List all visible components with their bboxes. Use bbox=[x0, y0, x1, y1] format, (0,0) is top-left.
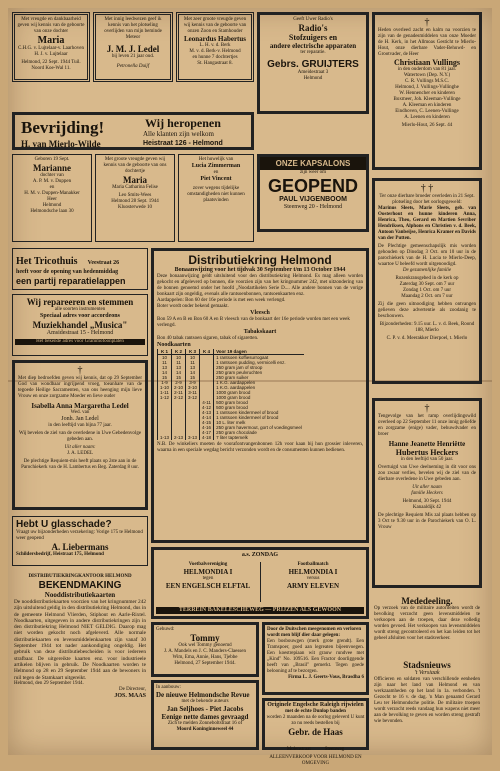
notice-line: A. Kleeman en kinderen bbox=[402, 103, 452, 108]
divider bbox=[260, 562, 261, 602]
notice-name: Lucia Zimmerman bbox=[191, 163, 241, 169]
table-cell: 14 bbox=[158, 370, 172, 375]
ad-head: In aanbouw: bbox=[156, 685, 181, 690]
notice-top: DISTRIBUTIEKRINGKANTOOR HELMOND bbox=[28, 574, 132, 579]
notice-head: Gehuwd: bbox=[156, 627, 175, 632]
table-cell: 1000 gram brood bbox=[214, 395, 304, 400]
notice-name: Hanne Jeanette Henriëtte bbox=[388, 440, 466, 448]
table-cell: 10 L. liter melk bbox=[214, 420, 304, 425]
notice-wish: Wij bevelen de ziel van de overledene in Uwe Gebedenvolge gebeden aan. bbox=[18, 431, 142, 442]
death-notice-isabella bbox=[12, 360, 148, 510]
death-notice-sleets bbox=[372, 178, 482, 384]
notice-line: Helmond, J. Vullings-Vullinghe bbox=[395, 85, 459, 90]
ad-sign: Firma L. J. Geerts-Vous, Brasdha 6 bbox=[288, 675, 364, 680]
notice-address: Kluosterwede 10 bbox=[117, 205, 153, 210]
table-cell: 4-11 bbox=[200, 400, 214, 405]
table-cell: 500 gram brood bbox=[214, 405, 304, 410]
notice-text: De nooddistributiekaarten voorzien van het kringnummer 242 zijn uitsluitend geldig in den distributiekring Helmond, dus in de gemeente Helmond Vlierden, Stiphout en Aarle-Rixtel. Noodkaarten, uitgegeven in andere distributiekringen zijn in den distributiekring Helmond NIET GELDIG. Daarop mag niet worden gekocht noch afgeleverd. Alle normale distributiekaarten en levensmiddelenkaarten zijn vanaf 30 September 1944 tot nader aankondiging ongeldig. Het gebruik van deze distributiebescheiden is voor iedereen strafbaar. De uitgereikte kaarten enz. voor industrieele artikelen blijven in gebruik. De Noodkaarten worden te Helmond op 28 en 29 September 1944 aan de bewoners in ruil tegen de Stamkaart uitgereikt. bbox=[14, 599, 146, 681]
notice-line: Zondag 1 Oct. om 7 uur bbox=[402, 288, 452, 293]
ad-name: Muziekhandel „Musica" bbox=[32, 320, 128, 330]
ad-line: heeft voor de opening van hedenmiddag bbox=[16, 269, 119, 275]
notice-name: Christiaan Vullings bbox=[393, 58, 461, 67]
table-cell: 14 bbox=[172, 370, 186, 375]
ad-text: worden 2 maanden na de oorlog geleverd U kunt zo nu reeds bestellen bij bbox=[266, 715, 365, 726]
table-cell: 3-10 bbox=[186, 385, 200, 390]
notice-note: zover wegens tijdelijke omstandigheden niet kunnen plaatsvinden bbox=[187, 186, 245, 203]
table-cell: 1-12 bbox=[158, 395, 172, 400]
table-cell: 1000 gram brood bbox=[214, 390, 304, 395]
ad-zondag-football bbox=[151, 547, 369, 619]
ad-main: GEOPEND bbox=[267, 176, 359, 196]
notice-address: Helmond bbox=[42, 203, 62, 208]
notice-signer: J. A. LEDEL bbox=[66, 451, 94, 456]
bekendmaking-notice bbox=[12, 572, 148, 750]
notice-line: Boxmeer, Joh. Kleeman-Vullinge bbox=[393, 97, 461, 102]
wedding-notice-lucia bbox=[178, 154, 254, 242]
notice-parent: C.H.G. v. Lujtelaar-v. Laarhoven bbox=[18, 46, 84, 51]
notice-title: BEKENDMAKING bbox=[38, 580, 122, 591]
table-cell: 2-10 bbox=[172, 385, 186, 390]
table-header: K 1 bbox=[158, 349, 172, 355]
ad-revue bbox=[151, 680, 259, 750]
table-cell: 15 bbox=[172, 375, 186, 380]
match-line: EEN ENGELSCH ELFTAL bbox=[165, 582, 251, 590]
distributie-notice bbox=[151, 248, 369, 543]
notice-name: Leonardus Habertus bbox=[183, 35, 247, 43]
ad-line: Eenige nette dames gevraagd bbox=[161, 713, 249, 721]
ad-address: Heistraat 126 - Helmond bbox=[143, 140, 223, 147]
ad-address: Veestraat 26 bbox=[87, 260, 120, 266]
notice-date: Helmond, 30 Sept. 1944 bbox=[402, 499, 452, 504]
table-cell: 1-13 bbox=[158, 435, 172, 440]
ad-name: PAUL VIJGENBOOM bbox=[279, 196, 347, 203]
notice-line: C. R. Vullings M.S.C. bbox=[404, 79, 450, 84]
ad-name: Gebr. de Haas bbox=[288, 727, 343, 737]
table-cell: 4-16 bbox=[200, 425, 214, 430]
ad-line: andere electrische apparaten bbox=[269, 42, 357, 50]
notice-name: Tommy bbox=[190, 633, 220, 643]
column-subtitle: 't Versiaak bbox=[414, 670, 440, 676]
notice-sign: Petronella Duijf bbox=[116, 64, 150, 69]
notice-subtitle: Bonaanwijzing voor het tijdvak 30 September t/m 13 October 1944 bbox=[174, 267, 346, 273]
ad-line: Wij repareeren en stemmen bbox=[26, 297, 134, 307]
notice-age: in den ouderdom van 81 jaar. bbox=[397, 67, 457, 72]
notice-address: Kanaaldijk 42 bbox=[412, 505, 442, 510]
notice-boter: Boter wordt onder bekend gemaakt. bbox=[157, 304, 229, 309]
notice-section-title: Vleesch bbox=[250, 310, 270, 316]
match-line: versus bbox=[306, 576, 320, 581]
notice-text: Het huwelijk van bbox=[198, 157, 234, 162]
ad-name: H. van Mierlo-Wilde bbox=[21, 139, 101, 149]
notice-text: Tengevolge van het ramp overlijdingswild overleed op 22 September 11 onze innig geliefde en zorgzame (enige) vader, behuwdvader en broer bbox=[378, 414, 476, 437]
match-line: Voetbalvereniging bbox=[188, 562, 228, 567]
ad-city: Steenweg bbox=[324, 747, 345, 752]
ad-line: Jan Seljhoes - Piet Jacobs bbox=[166, 705, 244, 713]
notice-parent: en bbox=[49, 185, 55, 190]
table-cell: 10 bbox=[186, 355, 200, 361]
match-column-nl bbox=[158, 562, 258, 590]
notice-text: Ter onze dierbare broeder overleden in 21 Sept. plotseling door het oorlogsgeweld: bbox=[379, 194, 475, 205]
birth-notice-maria-felise bbox=[95, 154, 175, 242]
notice-line: A. Leenen en kinderen bbox=[404, 115, 450, 120]
table-header: K 2 bbox=[172, 349, 186, 355]
table-cell: 13 bbox=[186, 365, 200, 370]
ad-title: Het Tricothuis bbox=[16, 256, 78, 267]
ad-line: een partij reparatielappen bbox=[16, 276, 126, 286]
ad-line: Wij heropenen bbox=[145, 116, 221, 130]
ad-line: Alle klanten zijn welkom bbox=[143, 130, 214, 138]
notice-text: dochter van bbox=[40, 173, 64, 178]
ad-name: Gebrs. GRUIJTERS bbox=[267, 59, 359, 70]
notice-line: De gezamenlijke familie bbox=[402, 268, 452, 273]
ad-title: Originele Engelsche Raleigh rijwielen bbox=[267, 702, 364, 708]
notice-name: Hubertus Heckers bbox=[395, 448, 459, 457]
table-cell: 1 rantsoen koffiesurrogaat bbox=[214, 355, 304, 361]
newspaper-page bbox=[8, 8, 492, 766]
ad-sub: met de echte Dunlop banden bbox=[285, 709, 346, 714]
table-cell: 250 gram suiker bbox=[214, 375, 304, 380]
notice-name: J. M. J. Ledel bbox=[106, 44, 160, 54]
match-line: Footballmatch bbox=[297, 562, 329, 567]
ad-title: Bevrijding! bbox=[21, 118, 105, 137]
notice-name: Isabella Anna Margaretha Ledel bbox=[31, 402, 129, 410]
notice-parent: A. P. M. v. Duppen bbox=[32, 179, 72, 184]
match-line: tegen bbox=[202, 576, 214, 581]
table-cell: 250 gram chocolade bbox=[214, 430, 304, 435]
notice-text: Met diep bedroefden geven wij kennis, dat op 29 September God van wondbaar ingrijpend vroeg, toeanhare van de tegoede Heilige Sacramenten, van ons heenging mijn lieve Vrouw en onze zorgzame Moeder en lieve ouder bbox=[18, 376, 142, 399]
notice-sign: Uit aller naam: bbox=[64, 445, 96, 450]
ad-kapsalons bbox=[257, 154, 369, 232]
notice-text: Heden overleed zacht en kalm na voorzien te zijn van de genadesmiddelen van onze Moeder de H. Kerk, in het Allmoas Gesticht te Mierlo-Hout, onze dierbare Vader-Behuwd- en Grootvader, de Heer bbox=[378, 28, 476, 57]
ad-line: Zich te melden Zonneboltstraat 16 of bbox=[167, 721, 243, 726]
notice-signer: JOS. MAAS bbox=[114, 692, 146, 699]
notice-address: Heer bbox=[47, 197, 57, 202]
notice-place: Wim, Ema, Annie, Hans, Tjebbe bbox=[172, 655, 238, 660]
ad-top: Geeft Uwer Radio's bbox=[293, 17, 333, 22]
table-cell: 15 bbox=[158, 375, 172, 380]
notice-text: Met groote vreugde geven wij kennis van de geboorte van ons dochtertje bbox=[103, 157, 167, 174]
table-cell: 2-9 bbox=[172, 380, 186, 385]
notice-tommy bbox=[151, 622, 259, 677]
ad-subtitle: zijn weer om bbox=[299, 170, 327, 175]
table-cell: 1 rantsoen kindermeel of brood bbox=[214, 410, 304, 415]
notice-sub: Ook wel Tommy genoemd bbox=[178, 643, 232, 648]
ad-address: Ameidestraat 3 bbox=[297, 70, 329, 75]
ad-footer: TERREIN BAKELESCHEWEG — PRIJZEN ALS GEWOON bbox=[156, 607, 364, 614]
table-cell: 4-18 bbox=[200, 435, 214, 440]
birth-notice-habets bbox=[176, 12, 254, 82]
notice-footer: Mierlo-Hout, 26 Sept. 44 bbox=[401, 123, 453, 128]
ad-bevrijding bbox=[12, 112, 254, 150]
ad-line: Radio's bbox=[298, 23, 328, 33]
table-cell: 3-9 bbox=[186, 380, 200, 385]
notice-vleesch: Bon 59 A en B en Bon 60 A en B vleesch van de bonkaart der 16e periode worden met een week verlengd. bbox=[157, 317, 350, 328]
notice-name: Marianne bbox=[33, 163, 71, 173]
table-cell: 1 K.G. aardappelen bbox=[214, 380, 304, 385]
notice-intro: Deze bonaanwijzing geldt uitsluitend voor den distributiekring Helmond. Es mag alleen worden gekocht en afgeleverd op bonnen, die voorzien zijn van het kringnummer 242, met uitzondering van de bonnen genoemd onder het hoofd „Noodartikelen Serie D.... Alle andere bonnen van de vorige bonkaart zijn ongeldig, evenals alle rantsoenbonnen, rantsoenkaarten enz. bbox=[157, 274, 363, 297]
notice-conjunction: en bbox=[213, 170, 219, 175]
ad-text: Vraagt uw bijzonderheden verzekering: Vorige 175 te Helmond weer geopend bbox=[16, 530, 143, 541]
table-cell: 3-11 bbox=[186, 390, 200, 395]
notice-name: Maria bbox=[37, 35, 65, 46]
ad-line: alle soorten instrumenten bbox=[54, 307, 106, 312]
table-cell: 4-13 bbox=[200, 410, 214, 415]
table-cell: 250 gram peulvruchten bbox=[214, 370, 304, 375]
table-cell: 1 K.G. aardappelen bbox=[214, 385, 304, 390]
notice-parent: H. M. v. Duppen-Manakker bbox=[24, 191, 80, 196]
notice-text: Op verzoek van de militaire autoriteiten wordt de bevolking verzocht geen levensmiddelen te verkoopen aan de troepen, daar deze volledig worden gevoed. Het verkoopen van levensmiddelen wordt streng gecontroleerd en het kan leiden tot het geheel afsluiten voor het stadsverkeer. bbox=[374, 606, 480, 641]
ad-city: Helmond bbox=[303, 76, 323, 81]
notice-mededeeling bbox=[372, 594, 482, 654]
ad-title: Hebt U glasschade? bbox=[16, 519, 112, 530]
notice-parent: Leo Smits-Wees bbox=[118, 193, 152, 198]
ad-line: Moord Koninginneweel 44 bbox=[176, 727, 234, 732]
table-header: K 3 bbox=[186, 349, 200, 355]
notice-tabak: Bon 40 tabak rantsoen sigaren, tabak of sigaretten. bbox=[157, 336, 259, 341]
notice-sign: De Directeur, bbox=[118, 686, 146, 692]
notice-line: Rozenkransgebed in de kerk op bbox=[395, 276, 459, 281]
notice-address: St. Hangastraat 8. bbox=[197, 61, 233, 66]
notice-parent: L. H. v. d. Berk bbox=[199, 43, 231, 48]
table-cell: 1-9 bbox=[158, 380, 172, 385]
ad-line: De nieuwe Helmondsche Revue bbox=[156, 691, 250, 699]
table-header: K 4 bbox=[200, 349, 214, 355]
column-title: Stadsnieuws bbox=[403, 660, 451, 670]
table-cell: 13 bbox=[172, 365, 186, 370]
table-cell: 1-10 bbox=[158, 385, 172, 390]
ad-line: Stofzuigers en bbox=[288, 33, 338, 42]
notice-text: Met vreugde en dankbaarheid geven wij kennis van de geboorte van onze dochter bbox=[17, 17, 85, 34]
ad-title: a.s. ZONDAG bbox=[241, 552, 279, 558]
notice-sign: familie Heckers bbox=[411, 491, 443, 496]
birth-notice-teldeman bbox=[12, 12, 90, 82]
cross-icon: † bbox=[424, 17, 430, 28]
death-notice-hubertus bbox=[372, 398, 482, 588]
notice-line: Bijzonderheden: 9.15 uur. L. v. d. Beek, Roond 188, Mierlo bbox=[379, 322, 475, 333]
table-cell: 4-12 bbox=[200, 405, 214, 410]
notice-title: Distributiekring Helmond bbox=[188, 253, 332, 267]
table-cell: 1 rantsoen kindermeel of brood bbox=[214, 415, 304, 420]
notice-parent: M. v. d. Berk-v. Helmond bbox=[189, 49, 241, 54]
notice-sign: Uit aller naam bbox=[412, 485, 442, 490]
notice-detail: Wed. van bbox=[70, 410, 90, 415]
ad-line: ter reparatie. bbox=[300, 50, 326, 55]
table-cell: 7 liter taptemelk bbox=[214, 435, 304, 440]
column-text: Officieren en soldaten van verschillende eenheden zijn naar het land van Helmond en van werkzaamheden op het land in 1a. verbonden. 't Gezocht te 16 v. de dag. 'n Man genaamd Gerard Leu ter Helmondsche politie. De militaire troepen wordt verzocht reeds vandaag hun wapens niet meer aan de bevolking te geven en worden streng gestraft wie bevonden. bbox=[374, 677, 480, 724]
cross-icon: † bbox=[77, 365, 83, 376]
ad-name: A. Liebermans bbox=[51, 542, 109, 552]
notice-line: De Plechtige gemeenschapslijk mis worden gehouden op Dinsdag 3 Oct. om 10 uur in de parochiekerk van de H. Lucia te Mierlo-Deep, waartoe U beleefd wordt uitgenoodigd. bbox=[378, 244, 476, 267]
table-cell: 3-12 bbox=[186, 395, 200, 400]
ad-muziek bbox=[12, 294, 148, 356]
notice-text: Overtuigd van Uwe deelneming in dit voor ons zoo zwaar verlies, bevelen wij de ziel van de dierbare overledene in Uwe gebeden aan. bbox=[378, 465, 476, 482]
ad-address: Molenstraat bbox=[286, 747, 311, 752]
death-notice-ledel bbox=[93, 12, 173, 82]
notice-born: Geboren 19 Sept. bbox=[34, 157, 70, 162]
ad-tricothuis bbox=[12, 248, 148, 290]
notice-names: Marinus Sleets, Marie Sleets, geb. van Oosterhout en hunne kinderen Anna, Henrica, Theo, Gerard en Martien Sevriber Hendriksen, Alphons en Christien v. d. Beek, Antoon Vanbeijse, Henrica Kramer en Davids van der Putten. bbox=[378, 206, 476, 241]
notice-aardappelen: Aardappelen: Bon 60 der 16e periode is met een week verlengd. bbox=[157, 298, 286, 303]
column-stadsnieuws bbox=[372, 658, 482, 750]
ad-title: ONZE KAPSALONS bbox=[260, 157, 366, 170]
ad-note: Het bekende adres voor Grammofoonplaten bbox=[15, 339, 145, 345]
table-header: Voor 19 dagen bbox=[214, 349, 304, 355]
notice-footer: Helmond, 22 Sept. 1944 Tuil. Noord Koe-Wal 11. bbox=[21, 60, 81, 71]
notice-date: Helmond, 27 September 1944. bbox=[174, 661, 236, 666]
notice-line: Zaterdag 30 Sept. om 7 uur bbox=[399, 282, 455, 287]
notice-section-title: Tabakskaart bbox=[243, 329, 277, 335]
notice-footer: Helmond, den 29 September 1944. bbox=[14, 680, 84, 686]
cross-icon: † † bbox=[420, 183, 434, 194]
notice-line: Eindhoven, C. Leenen-Vullinge bbox=[395, 109, 459, 114]
notice-detail: Jonh. Jan Ledel bbox=[61, 416, 99, 422]
ad-duitsche-verloren bbox=[262, 622, 369, 695]
notice-subtitle: Nooddistributiekaarten bbox=[44, 591, 116, 599]
notice-date: Helmond 28 Sept. 1944 bbox=[111, 199, 159, 204]
notice-name: Piet Vincent bbox=[200, 176, 232, 182]
notice-fullname: Maria Catharina Felise bbox=[112, 185, 158, 190]
ad-radio-gruijters bbox=[257, 12, 369, 114]
noodkaarten-table bbox=[157, 349, 304, 440]
notice-pair: J. A. Mandels en J. C. Manders-Claessen bbox=[164, 649, 246, 654]
notice-text: Met zeer groote vreugde geven wij kennis van de geboorte van onzen Zoon en Stamhouder bbox=[183, 17, 247, 34]
notice-age: in den leeftijd van 50 jaar. bbox=[400, 457, 454, 462]
notice-line: Maandag 2 Oct. om 7 uur bbox=[401, 294, 453, 299]
ad-footer: ALLEENVERKOOP VOOR HELMOND EN OMGEVING bbox=[269, 755, 362, 766]
table-cell: 10 bbox=[158, 355, 172, 361]
ad-text: Een bosbouwgen (merk grote grendt). Een Tramspoer, goed aan legreaten bijeenvoegen. Een koestrepiaan wit grauw rundvee met „Kind" No. 109516. Een Fractor doorliggende heeft van „Brasil" gemerkt. Tegen goede belooning af te bezorgen. bbox=[267, 639, 364, 674]
table-cell: 13 bbox=[158, 365, 172, 370]
notice-text: Met innig leedwezen geef ik kennis van het plotseling overlijden van mijn beminde Meteor bbox=[104, 17, 162, 40]
notice-section-title: Noodkaarten bbox=[157, 342, 191, 348]
table-cell: 4-17 bbox=[200, 430, 214, 435]
ad-address: Steenweg 20 - Helmond bbox=[283, 204, 343, 210]
notice-name: Maria bbox=[123, 175, 147, 185]
notice-line: Zij die geen uitnoodiging hebben ontvangen gelieven deze advertentie als zoodanig te beschouwen. bbox=[378, 302, 476, 319]
notice-footer: C. P. v. d. Meerakker Dierpoel, t. Mierlo bbox=[386, 336, 468, 341]
notice-detail: bij leven 21 jaar oud. bbox=[111, 54, 155, 59]
match-column-en bbox=[262, 562, 364, 590]
notice-line: Watertown (Dep. N.Y.) bbox=[403, 73, 451, 78]
table-cell: 11 bbox=[186, 360, 200, 365]
table-cell: 1-11 bbox=[158, 390, 172, 395]
table-cell: 4-15 bbox=[200, 420, 214, 425]
notice-parent: en hunne 7 dochtertjes bbox=[192, 55, 238, 60]
ad-title: Door de Duitschen meegenomen en verloren wordt men blijf dier daar gelegen: bbox=[267, 627, 362, 638]
table-cell: 4-14 bbox=[200, 415, 214, 420]
notice-mis: De plechtige Requiem Mis zal plaats hebben op 3 Oct te 9.30 uur in de Parochiekerk van O. L. Vrouw bbox=[378, 513, 476, 530]
table-cell: 14 bbox=[186, 370, 200, 375]
table-cell: 10 bbox=[172, 355, 186, 361]
match-line: ARMY ELEVEN bbox=[286, 582, 340, 590]
table-cell: 250 gram havermout, gort of voedingsmeel bbox=[214, 425, 304, 430]
table-cell: 3-13 bbox=[186, 435, 200, 440]
ad-address: Schildersbedrijf, Heistraat 175, Helmond bbox=[16, 552, 104, 557]
notice-line: W. Hennencher en kinderen bbox=[399, 91, 455, 96]
notice-nb: N.B. De winkeliers moeten de voorafontvangenbonnen 12h voor kaan bij hun grossier inleveren, waarna in een speciale wegdag bericht verzonden wordt en de consumenten kunnen bedienen. bbox=[157, 442, 363, 453]
table-cell: 2-11 bbox=[172, 390, 186, 395]
table-cell: 11 bbox=[158, 360, 172, 365]
table-row bbox=[158, 435, 304, 440]
table-cell: 11 bbox=[172, 360, 186, 365]
ad-address: Amsidestraat 15 - Helmond bbox=[46, 330, 114, 336]
notice-detail: in den leeftijd van bijna 77 jaar. bbox=[48, 423, 112, 428]
birth-notice-marianne bbox=[12, 154, 92, 242]
ad-line: Speciaal adres voor accordeons bbox=[40, 313, 120, 319]
notice-footer: De plechtige Requiem-mis heeft plaats op 2ste aan in de Parochiekerk van de H. Lambertus en Beg. Zaterdag 8 uur. bbox=[21, 459, 139, 470]
match-line: HELMONDIA I bbox=[288, 568, 338, 576]
table-cell: 15 bbox=[186, 375, 200, 380]
ad-raleigh bbox=[262, 698, 369, 766]
ad-glasschade bbox=[12, 516, 148, 566]
notice-title: Mededeeling. bbox=[401, 596, 453, 606]
table-cell: 500 gram brood bbox=[214, 400, 304, 405]
notice-parent: H. J. v. Lujtelaar bbox=[34, 52, 68, 57]
table-cell: 2-13 bbox=[172, 435, 186, 440]
notice-address: Helmondsche laan 30 bbox=[30, 209, 74, 214]
ad-line: met de bekende auteurs bbox=[181, 699, 229, 704]
death-notice-vullings bbox=[372, 12, 482, 170]
table-cell: 2-12 bbox=[172, 395, 186, 400]
match-line: HELMONDIA I bbox=[183, 568, 233, 576]
cross-icon: † bbox=[424, 403, 430, 414]
table-cell: 1 rantsoen pudding, vermicelli enz. bbox=[214, 360, 304, 365]
table-cell: 250 gram jam of stroop bbox=[214, 365, 304, 370]
